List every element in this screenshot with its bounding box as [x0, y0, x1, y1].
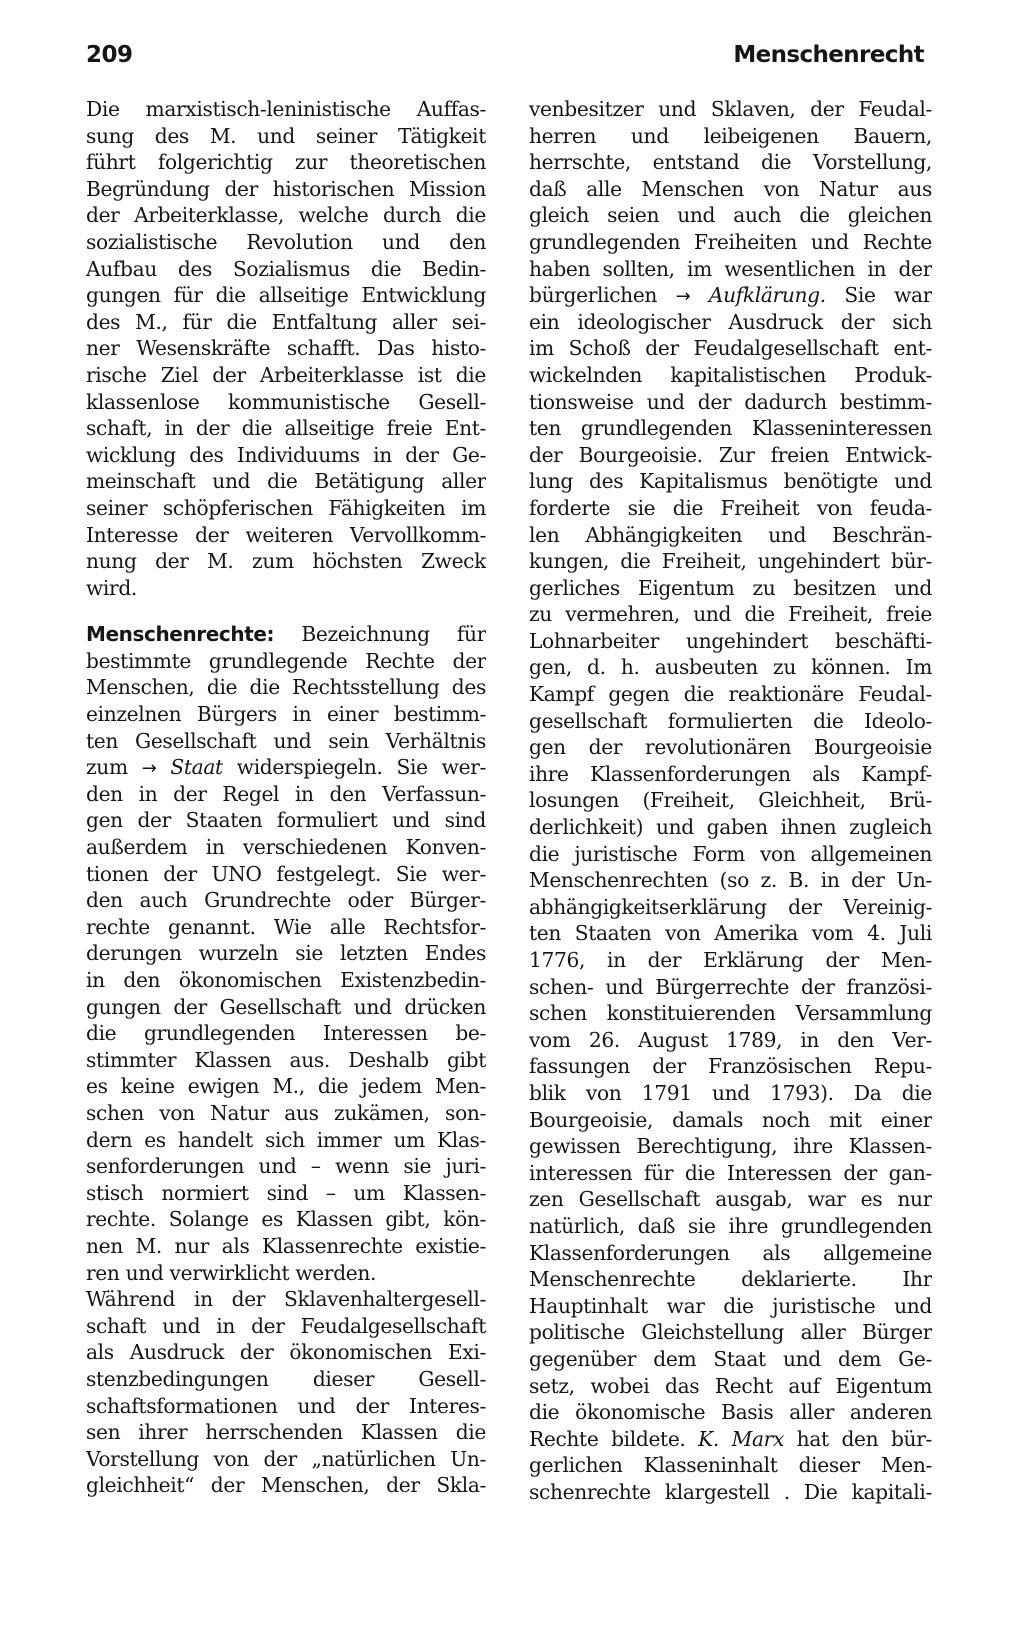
text-line: dern es handelt sich immer um Klas-	[86, 1127, 486, 1152]
text-line: haben sollten, im wesentlichen in der	[529, 256, 932, 281]
cross-reference-marx[interactable]: K. Marx	[698, 1426, 784, 1451]
text-line: es keine ewigen M., die jedem Men-	[86, 1074, 486, 1099]
entry-menschenrechte	[86, 621, 486, 1286]
text-line: Kampf gegen die reaktionäre Feudal-	[529, 682, 932, 707]
text-line: stenzbedingungen dieser Gesell-	[86, 1366, 486, 1391]
text-line: einzelnen Bürgers in einer bestimm-	[86, 702, 486, 727]
text-line: Vorstellung von der „natürlichen Un-	[86, 1446, 486, 1471]
text-line-with-reference	[529, 1426, 932, 1453]
text-line: gewissen Berechtigung, ihre Klassen-	[529, 1134, 932, 1159]
paragraph-marxist-view	[86, 96, 486, 601]
text-line: gleichheit“ der Menschen, der Skla-	[86, 1473, 486, 1498]
text-fragment: Sie war	[825, 283, 932, 308]
paragraph-gap	[86, 601, 486, 621]
text-line: daß alle Menschen von Natur aus	[529, 176, 932, 201]
text-line: nen M. nur als Klassenrechte existie-	[86, 1233, 486, 1258]
text-line: fassungen der Französischen Repu-	[529, 1054, 932, 1079]
text-line: ten Gesellschaft und sein Verhältnis	[86, 728, 486, 753]
text-line: gen der revolutionären Bourgeoisie	[529, 735, 932, 760]
text-line: natürlich, daß sie ihre grundlegenden	[529, 1213, 932, 1238]
text-line: Hauptinhalt war die juristische und	[529, 1293, 932, 1318]
text-line: der Arbeiterklasse, welche durch die	[86, 203, 486, 228]
text-line: rechte. Solange es Klassen gibt, kön-	[86, 1207, 486, 1232]
text-line: schaft und in der Feudalgesellschaft	[86, 1313, 486, 1338]
running-head: Menschenrecht	[733, 42, 924, 68]
text-line: gen, d. h. ausbeuten zu können. Im	[529, 655, 932, 680]
text-line: vom 26. August 1789, in den Ver-	[529, 1027, 932, 1052]
text-line: venbesitzer und Sklaven, der Feudal-	[529, 97, 932, 121]
text-line: wird.	[86, 575, 137, 600]
cross-reference-aufklaerung[interactable]: Aufklärung.	[708, 283, 826, 308]
text-line: senforderungen und – wenn sie juri-	[86, 1154, 486, 1179]
text-line: schenrechte klargestell . Die kapitali-	[529, 1479, 932, 1504]
text-line: lung des Kapitalismus benötigte und	[529, 469, 932, 494]
text-line: sozialistische Revolution und den	[86, 229, 486, 254]
text-line: nung der M. zum höchsten Zweck	[86, 549, 486, 574]
text-line: klassenlose kommunistische Gesell-	[86, 389, 486, 414]
text-line: ten grundlegenden Klasseninteressen	[529, 416, 932, 441]
text-line: 1776, in der Erklärung der Men-	[529, 948, 932, 972]
text-line: grundlegenden Freiheiten und Rechte	[529, 229, 932, 254]
text-line: gen der Staaten formuliert und sind	[86, 808, 486, 833]
text-line: Bourgeoisie, damals noch mit einer	[529, 1107, 932, 1132]
text-line: die ökonomische Basis aller anderen	[529, 1400, 932, 1425]
text-line: Aufbau des Sozialismus die Bedin-	[86, 256, 486, 281]
text-line: die juristische Form von allgemeinen	[529, 841, 932, 866]
text-line: abhängigkeitserklärung der Vereinig-	[529, 894, 932, 919]
text-fragment: Rechte bildete.	[529, 1426, 699, 1451]
text-line: außerdem in verschiedenen Konven-	[86, 835, 486, 860]
text-line: gungen der Gesellschaft und drücken	[86, 994, 486, 1019]
arrow-icon: →	[141, 758, 157, 780]
text-line: als Ausdruck der ökonomischen Exi-	[86, 1340, 486, 1365]
text-line: derlichkeit) und gaben ihnen zugleich	[529, 815, 932, 840]
text-fragment: widerspiegeln. Sie wer-	[222, 755, 486, 780]
text-line: kungen, die Freiheit, ungehindert bür-	[529, 549, 932, 574]
text-line: im Schoß der Feudalgesellschaft ent-	[529, 336, 932, 361]
text-fragment: zum	[86, 755, 142, 780]
text-line: Die marxistisch-leninistische Auffas-	[86, 97, 486, 121]
arrow-icon: →	[675, 286, 691, 308]
text-fragment: bürgerlichen	[529, 283, 676, 308]
text-line: zen Gesellschaft ausgab, war es nur	[529, 1187, 932, 1212]
text-line: herrschte, entstand die Vorstellung,	[529, 150, 932, 175]
text-line: den in der Regel in den Verfassun-	[86, 781, 486, 806]
text-line: schen von Natur aus zukämen, son-	[86, 1100, 486, 1125]
text-line: gesellschaft formulierten die Ideolo-	[529, 708, 932, 733]
text-line: der Bourgeoisie. Zur freien Entwick-	[529, 442, 932, 467]
text-line: zu vermehren, und die Freiheit, freie	[529, 602, 932, 627]
text-line: meinschaft und die Betätigung aller	[86, 469, 486, 494]
text-line: forderte sie die Freiheit von feuda-	[529, 495, 932, 520]
left-column	[86, 96, 486, 1499]
text-line: losungen (Freiheit, Gleichheit, Brü-	[529, 788, 932, 813]
text-line: sen ihrer herrschenden Klassen die	[86, 1420, 486, 1445]
text-line: Während in der Sklavenhaltergesell-	[86, 1287, 486, 1312]
text-line: gleich seien und auch die gleichen	[529, 203, 932, 228]
paragraph-history	[86, 1286, 486, 1499]
entry-term: Menschenrechte:	[86, 622, 275, 647]
text-line: Begründung der historischen Mission	[86, 176, 486, 201]
text-line: ren und verwirklicht werden.	[86, 1260, 377, 1285]
cross-reference-staat[interactable]: Staat	[170, 755, 223, 780]
text-line: politische Gleichstellung aller Bürger	[529, 1320, 932, 1345]
text-line-with-reference	[529, 282, 932, 309]
text-line: in den ökonomischen Existenzbedin-	[86, 968, 486, 992]
text-line: Klassenforderungen als allgemeine	[529, 1240, 932, 1265]
page-number: 209	[86, 42, 133, 68]
text-line: ten Staaten von Amerika vom 4. Juli	[529, 921, 932, 946]
text-line: rische Ziel der Arbeiterklasse ist die	[86, 362, 486, 387]
text-line: ein ideologischer Ausdruck der sich	[529, 309, 932, 334]
text-line: len Abhängigkeiten und Beschrän-	[529, 522, 932, 547]
text-line: gerliches Eigentum zu besitzen und	[529, 575, 932, 600]
text-line: bestimmte grundlegende Rechte der	[86, 648, 486, 673]
text-line: schen konstituierenden Versammlung	[529, 1001, 932, 1026]
text-line: wicklung des Individuums in der Ge-	[86, 442, 486, 467]
text-line: Menschenrechten (so z. B. in der Un-	[529, 868, 932, 893]
text-line: schen- und Bürgerrechte der französi-	[529, 974, 932, 999]
text-line-with-reference	[86, 754, 486, 781]
text-line: stisch normiert sind – um Klassen-	[86, 1180, 486, 1205]
text-line: schaftsformationen und der Interes-	[86, 1393, 486, 1418]
text-line: ihre Klassenforderungen als Kampf-	[529, 761, 932, 786]
text-line: Menschenrechte deklarierte. Ihr	[529, 1267, 932, 1292]
text-line: des M., für die Entfaltung aller sei-	[86, 309, 486, 334]
right-column	[529, 96, 932, 1505]
text-line: derungen wurzeln sie letzten Endes	[86, 941, 486, 966]
text-line: wickelnden kapitalistischen Produk-	[529, 362, 932, 387]
text-line: blik von 1791 und 1793). Da die	[529, 1080, 932, 1105]
text-line: rechte genannt. Wie alle Rechtsfor-	[86, 914, 486, 939]
text-line: tionen der UNO festgelegt. Sie wer-	[86, 861, 486, 886]
text-line: gerlichen Klasseninhalt dieser Men-	[529, 1453, 932, 1478]
text-fragment: Bezeichnung für	[274, 622, 486, 647]
text-line: gegenüber dem Staat und dem Ge-	[529, 1346, 932, 1371]
text-fragment: hat den bür-	[784, 1426, 932, 1451]
text-line: seiner schöpferischen Fähigkeiten im	[86, 495, 486, 520]
text-line: interessen für die Interessen der gan-	[529, 1160, 932, 1185]
text-line: gungen für die allseitige Entwicklung	[86, 283, 486, 308]
text-line: die grundlegenden Interessen be-	[86, 1021, 486, 1046]
text-line: setz, wobei das Recht auf Eigentum	[529, 1373, 932, 1398]
text-line: ner Wesenskräfte schafft. Das histo-	[86, 336, 486, 361]
text-line: tionsweise und der dadurch bestimm-	[529, 389, 932, 414]
text-line: den auch Grundrechte oder Bürger-	[86, 888, 486, 913]
entry-first-line	[86, 621, 486, 648]
text-line: Lohnarbeiter ungehindert beschäfti-	[529, 628, 932, 653]
text-line: Interesse der weiteren Vervollkomm-	[86, 522, 486, 547]
text-line: sung des M. und seiner Tätigkeit	[86, 123, 486, 148]
text-line: schaft, in der die allseitige freie Ent-	[86, 416, 486, 441]
text-line: Menschen, die die Rechtsstellung des	[86, 675, 486, 700]
text-line: herren und leibeigenen Bauern,	[529, 123, 932, 148]
text-line: führt folgerichtig zur theoretischen	[86, 150, 486, 175]
text-line: stimmter Klassen aus. Deshalb gibt	[86, 1047, 486, 1072]
